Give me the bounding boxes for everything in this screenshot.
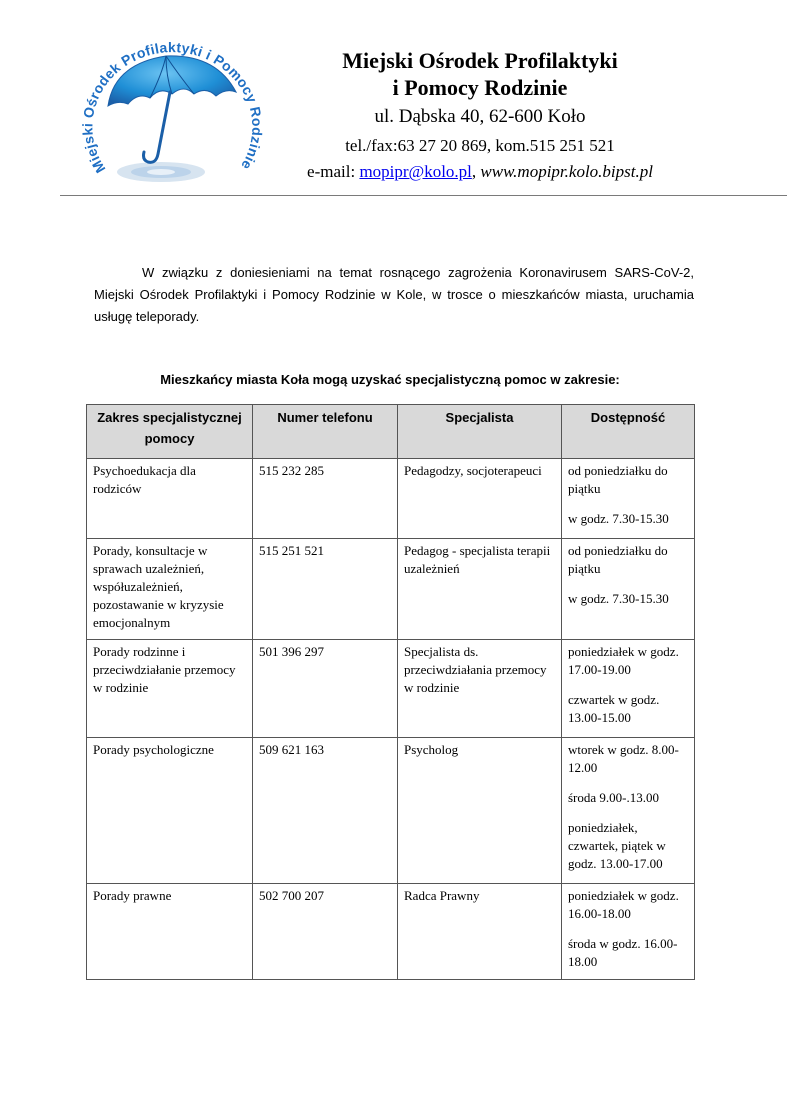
cell-availability: [562, 884, 695, 980]
availability-line: środa w godz. 16.00-18.00: [568, 936, 678, 969]
cell-specialist: Pedagog - specjalista terapii uzależnień: [398, 539, 562, 640]
org-name-line1: Miejski Ośrodek Profilaktyki: [342, 48, 618, 73]
cell-availability: [562, 459, 695, 539]
cell-phone: 515 251 521: [253, 539, 398, 640]
cell-availability: [562, 738, 695, 884]
services-table: [86, 404, 695, 980]
availability-line: środa 9.00-.13.00: [568, 790, 659, 805]
availability-line: w godz. 7.30-15.30: [568, 511, 669, 526]
availability-line: wtorek w godz. 8.00-12.00: [568, 742, 679, 775]
contact-separator: ,: [471, 162, 481, 181]
header-divider: [60, 195, 787, 196]
cell-availability: [562, 539, 695, 640]
header-scope: Zakres specjalistycznej pomocy: [87, 405, 253, 459]
availability-line: poniedziałek w godz. 17.00-19.00: [568, 644, 679, 677]
cell-availability: [562, 640, 695, 738]
org-address: ul. Dąbska 40, 62-600 Koło: [374, 106, 586, 127]
table-row: [87, 459, 695, 539]
website-text: www.mopipr.kolo.bipst.pl: [480, 162, 653, 181]
table-title: Mieszkańcy miasta Koła mogą uzyskać specjalistyczną pomoc w zakresie:: [160, 372, 620, 387]
organization-logo: [66, 14, 266, 194]
header-availability: Dostępność: [562, 405, 695, 459]
email-link[interactable]: mopipr@kolo.pl: [359, 162, 472, 181]
cell-scope: Psychoedukacja dla rodziców: [87, 459, 253, 539]
cell-phone: 515 232 285: [253, 459, 398, 539]
availability-line: czwartek w godz. 13.00-15.00: [568, 692, 660, 725]
org-contact-line: [270, 161, 690, 183]
cell-specialist: Radca Prawny: [398, 884, 562, 980]
org-name-line2: i Pomocy Rodzinie: [392, 75, 568, 100]
org-phone: tel./fax:63 27 20 869, kom.515 251 521: [345, 136, 615, 155]
availability-line: od poniedziałku do piątku: [568, 463, 668, 496]
availability-line: poniedziałek, czwartek, piątek w godz. 13.00-17.00: [568, 820, 666, 871]
cell-phone: 501 396 297: [253, 640, 398, 738]
cell-specialist: Specjalista ds. przeciwdziałania przemocy w rodzinie: [398, 640, 562, 738]
email-label: e-mail:: [307, 162, 360, 181]
table-row: [87, 738, 695, 884]
cell-scope: Porady rodzinne i przeciwdziałanie przemocy w rodzinie: [87, 640, 253, 738]
cell-scope: Porady psychologiczne: [87, 738, 253, 884]
header-phone: Numer telefonu: [253, 405, 398, 459]
logo-arc-text: Miejski Ośrodek Profilaktyki i Pomocy Rodzinie: [79, 39, 266, 176]
table-row: [87, 640, 695, 738]
cell-specialist: Psycholog: [398, 738, 562, 884]
table-row: [87, 884, 695, 980]
table-row: [87, 539, 695, 640]
cell-specialist: Pedagodzy, socjoterapeuci: [398, 459, 562, 539]
availability-line: poniedziałek w godz. 16.00-18.00: [568, 888, 679, 921]
availability-line: od poniedziałku do piątku: [568, 543, 668, 576]
header-specialist: Specjalista: [398, 405, 562, 459]
organization-header: [270, 47, 690, 183]
cell-scope: Porady, konsultacje w sprawach uzależnień, współuzależnień, pozostawanie w kryzysie emocjonalnym: [87, 539, 253, 640]
svg-text:Miejski Ośrodek Profilaktyki i: [66, 14, 265, 176]
cell-phone: 509 621 163: [253, 738, 398, 884]
intro-paragraph: W związku z doniesieniami na temat rosnącego zagrożenia Koronavirusem SARS-CoV-2, Miejski Ośrodek Profilaktyki i Pomocy Rodzinie w Kole, w trosce o mieszkańców miasta, uruchamia usługę teleporady.: [94, 265, 694, 324]
cell-scope: Porady prawne: [87, 884, 253, 980]
availability-line: w godz. 7.30-15.30: [568, 591, 669, 606]
umbrella-logo-icon: [66, 14, 266, 194]
table-header-row: [87, 405, 695, 459]
cell-phone: 502 700 207: [253, 884, 398, 980]
